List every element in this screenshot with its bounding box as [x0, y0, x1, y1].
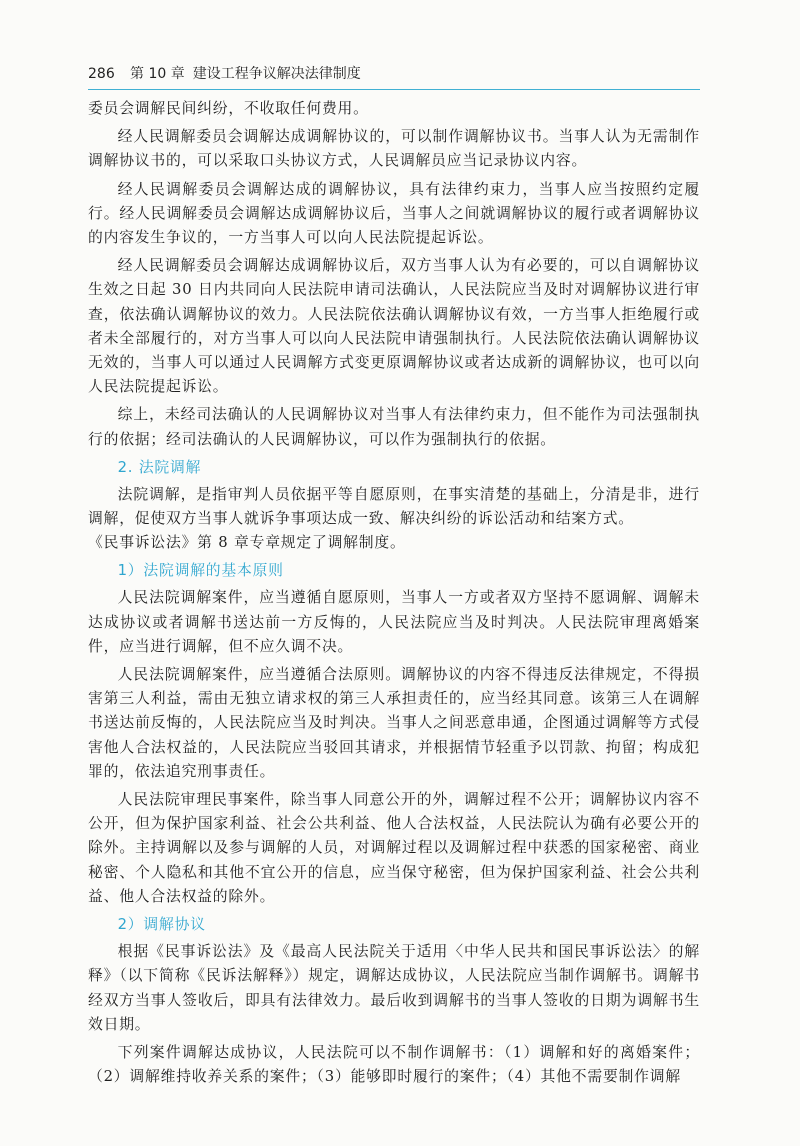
- chapter-number: 第 10 章: [130, 66, 185, 82]
- header-rule: [88, 89, 700, 90]
- paragraph: 《民事诉讼法》第 8 章专章规定了调解制度。: [88, 534, 406, 552]
- subsection-heading: 1）法院调解的基本原则: [117, 562, 284, 580]
- paragraph: 法院调解，是指审判人员依据平等自愿原则，在事实清楚的基础上，分清是非，进行调解，促使双方当事人就诉争事项达成一致、解决纠纷的诉讼活动和结案方式。: [88, 485, 700, 528]
- paragraph: 经人民调解委员会调解达成调解协议的，可以制作调解协议书。当事人认为无需制作调解协议书的，可以采取口头协议方式，人民调解员应当记录协议内容。: [88, 128, 700, 170]
- paragraph: 经人民调解委员会调解达成调解协议后，双方当事人认为有必要的，可以自调解协议生效之日起 30 日内共同向人民法院申请司法确认，人民法院应当及时对调解协议进行审查，依法确认调解协议的效力。人民法院依法确认调解协议有效，一方当事人拒绝履行或者未全部履行的，对方当事人可以向人民法院申请强制执行。人民法院依法确认调解协议无效的，当事人可以通过人民调解方式变更原调解协议或者达成新的调解协议，也可以向人民法院提起诉讼。: [88, 257, 700, 396]
- section-heading: 2. 法院调解: [117, 458, 202, 476]
- paragraph: 人民法院调解案件，应当遵循合法原则。调解协议的内容不得违反法律规定，不得损害第三人利益，需由无独立请求权的第三人承担责任的，应当经其同意。该第三人在调解书送达前反悔的，人民法院应当及时判决。当事人之间恶意串通，企图通过调解等方式侵害他人合法权益的，人民法院应当驳回其请求，并根据情节轻重予以罚款、拘留；构成犯罪的，依法追究刑事责任。: [88, 666, 700, 780]
- paragraph: 人民法院调解案件，应当遵循自愿原则，当事人一方或者双方坚持不愿调解、调解未达成协议或者调解书送达前一方反悔的，人民法院应当及时判决。人民法院审理离婚案件，应当进行调解，但不应久调不决。: [88, 589, 700, 655]
- paragraph: 下列案件调解达成协议，人民法院可以不制作调解书：（1）调解和好的离婚案件；（2）调解维持收养关系的案件；（3）能够即时履行的案件；（4）其他不需要制作调解: [88, 1043, 700, 1086]
- paragraph: 委员会调解民间纠纷，不收取任何费用。: [88, 100, 369, 117]
- paragraph: 综上，未经司法确认的人民调解协议对当事人有法律约束力，但不能作为司法强制执行的依据；经司法确认的人民调解协议，可以作为强制执行的依据。: [88, 406, 700, 448]
- chapter-title: 建设工程争议解决法律制度: [192, 66, 361, 82]
- paragraph: 经人民调解委员会调解达成的调解协议，具有法律约束力，当事人应当按照约定履行。经人民调解委员会调解达成调解协议后，当事人之间就调解协议的履行或者调解协议的内容发生争议的，一方当事人可以向人民法院提起诉讼。: [88, 180, 700, 247]
- paragraph: 人民法院审理民事案件，除当事人同意公开的外，调解过程不公开；调解协议内容不公开，但为保护国家利益、社会公共利益、他人合法权益，人民法院认为确有必要公开的除外。主持调解以及参与调解的人员，对调解过程以及调解过程中获悉的国家秘密、商业秘密、个人隐私和其他不宜公开的信息，应当保守秘密，但为保护国家利益、社会公共利益、他人合法权益的除外。: [88, 791, 700, 905]
- page-number: 286: [88, 66, 115, 82]
- page-body: [88, 97, 700, 1093]
- subsection-heading: 2）调解协议: [117, 916, 206, 934]
- running-header: [88, 64, 700, 84]
- paragraph: 根据《民事诉讼法》及《最高人民法院关于适用〈中华人民共和国民事诉讼法〉的解释》（以下简称《民诉法解释》）规定，调解达成协议，人民法院应当制作调解书。调解书经双方当事人签收后，即具有法律效力。最后收到调解书的当事人签收的日期为调解书生效日期。: [88, 943, 700, 1033]
